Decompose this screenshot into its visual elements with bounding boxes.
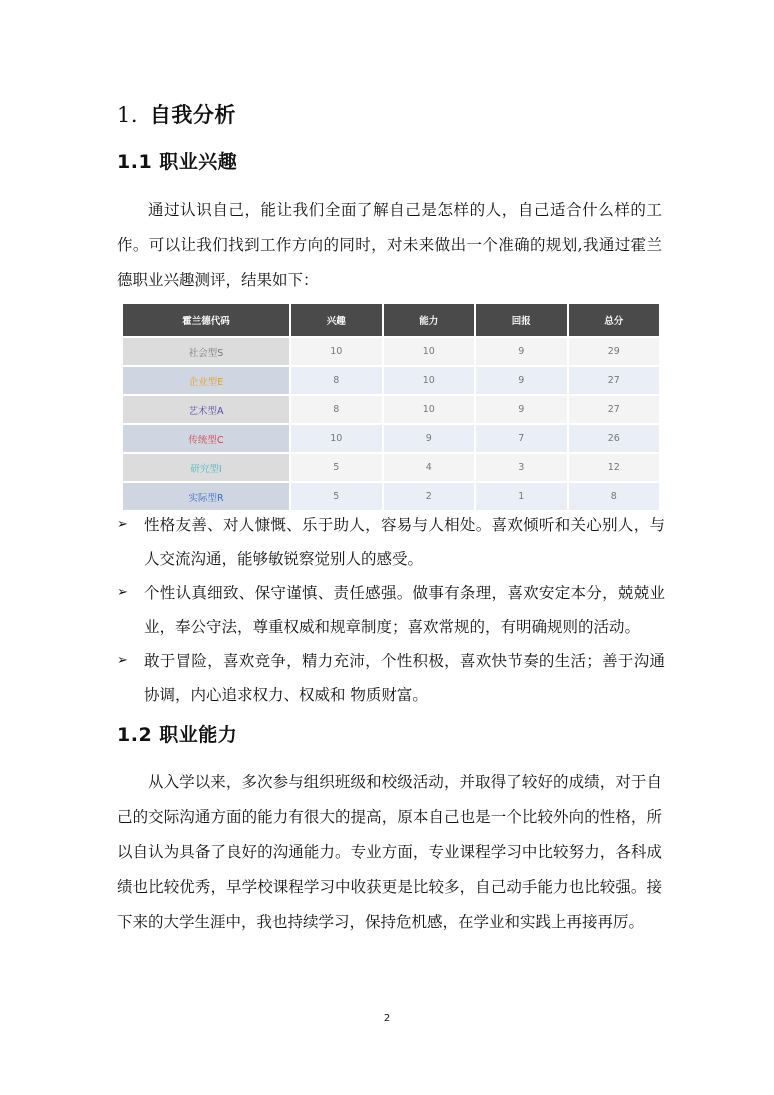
subsection-heading-career-interest: 1.1 职业兴趣	[117, 151, 238, 173]
ability-paragraph: 从入学以来，多次参与组织班级和校级活动，并取得了较好的成绩，对于自己的交际沟通方面的能力有很大的提高，原本自己也是一个比较外向的性格，所以自认为具备了良好的沟通能力。专业方面，专业课程学习中比较努力，各科成绩也比较优秀，早学校课程学习中收获更是比较多，自己动手能力也比较强。接下来的大学生涯中，我也持续学习，保持危机感，在学业和实践上再接再厉。	[117, 773, 662, 931]
table-row	[123, 483, 659, 510]
header-reward: 回报	[476, 304, 567, 336]
header-code: 霍兰德代码	[123, 304, 289, 336]
cell-code: 传统型C	[123, 425, 289, 452]
cell-reward: 1	[476, 483, 567, 510]
subsection-heading-career-ability: 1.2 职业能力	[117, 724, 238, 746]
holland-code-table	[121, 302, 661, 512]
cell-reward: 3	[476, 454, 567, 481]
table-row	[123, 425, 659, 452]
cell-interest: 10	[291, 425, 382, 452]
cell-ability: 4	[384, 454, 475, 481]
cell-ability: 10	[384, 338, 475, 365]
table-row	[123, 396, 659, 423]
arrow-bullet-icon: ➢	[117, 517, 128, 532]
cell-total: 26	[569, 425, 660, 452]
cell-total: 29	[569, 338, 660, 365]
cell-reward: 7	[476, 425, 567, 452]
arrow-bullet-icon: ➢	[117, 653, 128, 668]
cell-total: 12	[569, 454, 660, 481]
trait-bullet-list	[117, 508, 665, 712]
list-item-text: 性格友善、对人慷慨、乐于助人，容易与人相处。喜欢倾听和关心别人，与人交流沟通，能够敏锐察觉别人的感受。	[144, 516, 665, 568]
cell-interest: 8	[291, 396, 382, 423]
cell-ability: 10	[384, 367, 475, 394]
cell-ability: 2	[384, 483, 475, 510]
list-item	[117, 508, 665, 576]
cell-reward: 9	[476, 338, 567, 365]
cell-total: 27	[569, 396, 660, 423]
cell-interest: 5	[291, 454, 382, 481]
table-row	[123, 367, 659, 394]
cell-reward: 9	[476, 396, 567, 423]
cell-code: 企业型E	[123, 367, 289, 394]
list-item	[117, 576, 665, 644]
table-row	[123, 454, 659, 481]
cell-interest: 8	[291, 367, 382, 394]
cell-code: 艺术型A	[123, 396, 289, 423]
section-title: 自我分析	[149, 103, 236, 127]
section-number: 1.	[117, 103, 139, 127]
cell-reward: 9	[476, 367, 567, 394]
cell-code: 研究型I	[123, 454, 289, 481]
header-total: 总分	[569, 304, 660, 336]
cell-interest: 5	[291, 483, 382, 510]
page-number: 2	[383, 1013, 391, 1024]
cell-code: 实际型R	[123, 483, 289, 510]
cell-total: 27	[569, 367, 660, 394]
cell-ability: 10	[384, 396, 475, 423]
holland-table-image	[121, 302, 661, 504]
list-item-text: 敢于冒险，喜欢竞争，精力充沛，个性积极，喜欢快节奏的生活；善于沟通协调，内心追求权力、权威和 物质财富。	[144, 652, 665, 704]
arrow-bullet-icon: ➢	[117, 585, 128, 600]
cell-total: 8	[569, 483, 660, 510]
table-row	[123, 338, 659, 365]
header-ability: 能力	[384, 304, 475, 336]
cell-interest: 10	[291, 338, 382, 365]
list-item-text: 个性认真细致、保守谨慎、责任感强。做事有条理，喜欢安定本分，兢兢业业，奉公守法，尊重权威和规章制度；喜欢常规的，有明确规则的活动。	[144, 584, 665, 636]
intro-paragraph: 通过认识自己，能让我们全面了解自己是怎样的人，自己适合什么样的工作。可以让我们找到工作方向的同时，对未来做出一个准确的规划,我通过霍兰德职业兴趣测评，结果如下：	[117, 201, 662, 289]
section-heading-self-analysis	[117, 99, 236, 129]
cell-ability: 9	[384, 425, 475, 452]
cell-code: 社会型S	[123, 338, 289, 365]
table-header-row	[123, 304, 659, 336]
list-item	[117, 644, 665, 712]
header-interest: 兴趣	[291, 304, 382, 336]
